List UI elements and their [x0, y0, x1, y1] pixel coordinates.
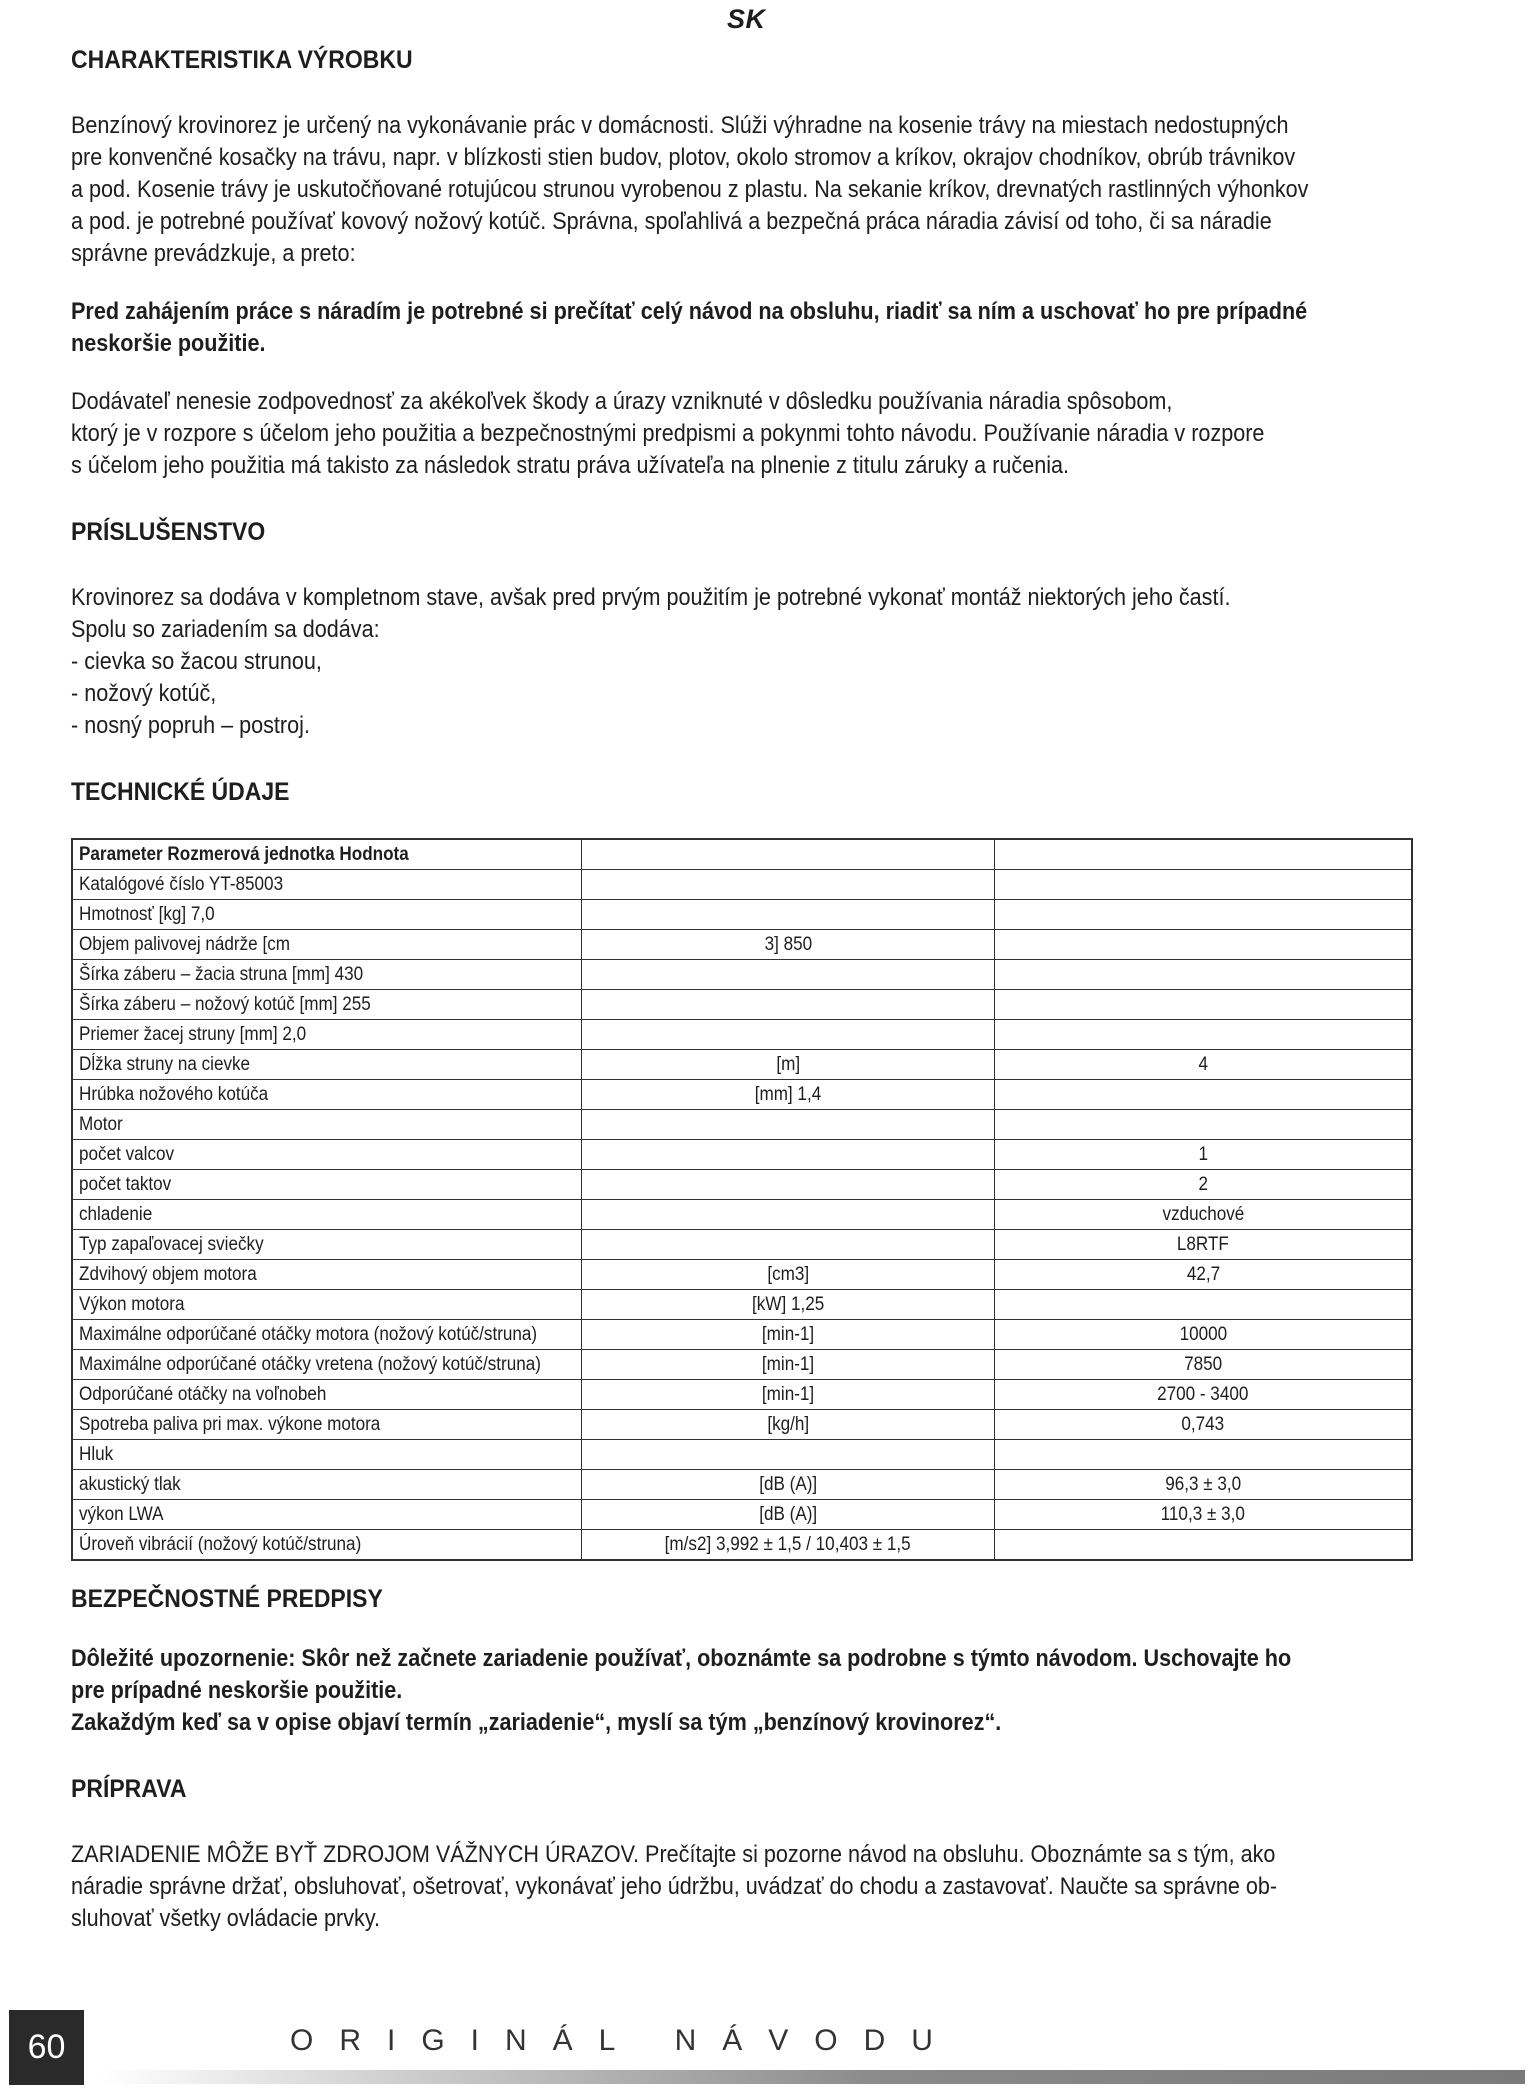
table-row [72, 990, 1412, 1020]
cell-text: chladenie [79, 1204, 153, 1225]
table-cell [995, 1410, 1413, 1440]
table-cell [995, 900, 1413, 930]
table-cell [582, 1050, 995, 1080]
table-cell [72, 1110, 582, 1140]
cell-text: 2700 - 3400 [1157, 1384, 1249, 1405]
table-cell [72, 870, 582, 900]
table-cell [995, 1440, 1413, 1470]
table-cell [995, 1080, 1413, 1110]
cell-text: 0,743 [1181, 1414, 1225, 1435]
cell-text: počet taktov [79, 1174, 172, 1195]
table-cell [72, 1470, 582, 1500]
table-cell [995, 1320, 1413, 1350]
table-cell [72, 1320, 582, 1350]
cell-text: [min-1] [761, 1354, 815, 1375]
table-cell [995, 870, 1413, 900]
table-row [72, 1200, 1412, 1230]
table-cell [72, 1230, 582, 1260]
cell-text: [min-1] [761, 1384, 815, 1405]
cell-text: Výkon motora [79, 1294, 185, 1315]
section-title-preparation: PRÍPRAVA [71, 1775, 187, 1803]
table-cell [995, 1470, 1413, 1500]
cell-text: Motor [79, 1114, 123, 1135]
page-number: 60 [9, 2010, 84, 2085]
cell-text: vzduchové [1162, 1204, 1244, 1225]
table-cell [582, 1320, 995, 1350]
table-cell [995, 1500, 1413, 1530]
table-cell [995, 1530, 1413, 1561]
table-row [72, 1440, 1412, 1470]
table-cell [995, 1020, 1413, 1050]
cell-text: [kg/h] [767, 1414, 809, 1435]
cell-text: Hmotnosť [kg] 7,0 [79, 904, 215, 925]
text-line: s účelom jeho použitia má takisto za následok stratu práva užívateľa na plnenie z titulu záruky a ručenia. [71, 452, 1070, 479]
table-cell [72, 839, 582, 870]
table-cell [582, 1110, 995, 1140]
table-cell [582, 1350, 995, 1380]
table-row [72, 1500, 1412, 1530]
preparation-paragraph [71, 1839, 1412, 1935]
table-cell [72, 930, 582, 960]
table-cell [582, 1020, 995, 1050]
table-row [72, 900, 1412, 930]
table-cell [995, 1260, 1413, 1290]
table-row [72, 1470, 1412, 1500]
cell-text: 7850 [1183, 1354, 1223, 1375]
table-cell [582, 1170, 995, 1200]
table-cell [72, 1170, 582, 1200]
table-cell [582, 839, 995, 870]
table-cell [995, 1230, 1413, 1260]
cell-text: 110,3 ± 3,0 [1160, 1504, 1246, 1525]
table-cell [72, 1440, 582, 1470]
text-line: správne prevádzkuje, a preto: [71, 240, 356, 267]
cell-text: 2 [1198, 1174, 1208, 1195]
table-cell [582, 870, 995, 900]
cell-text: 3] 850 [764, 934, 812, 955]
table-cell [995, 1050, 1413, 1080]
table-cell [72, 1500, 582, 1530]
cell-text: Katalógové číslo YT-85003 [79, 874, 284, 895]
cell-text: Objem palivovej nádrže [cm [79, 934, 290, 955]
text-line: pre konvenčné kosačky na trávu, napr. v blízkosti stien budov, plotov, okolo stromov a kríkov, okrajov chodníkov, obrúb trávnikov [71, 144, 1296, 171]
text-line: Krovinorez sa dodáva v kompletnom stave, avšak pred prvým použitím je potrebné vykonať montáž niektorých jeho častí. [71, 584, 1231, 611]
section-title-technical: TECHNICKÉ ÚDAJE [71, 778, 290, 806]
read-manual-notice [71, 296, 1412, 360]
technical-data-table [71, 838, 1413, 1561]
text-line: pre prípadné neskoršie použitie. [71, 1677, 403, 1704]
table-row [72, 1260, 1412, 1290]
table-row [72, 839, 1412, 870]
text-line: Spolu so zariadením sa dodáva: [71, 616, 380, 643]
table-cell [72, 1050, 582, 1080]
table-row [72, 1350, 1412, 1380]
table-row [72, 1230, 1412, 1260]
cell-text: Hluk [79, 1444, 114, 1465]
cell-text: 4 [1198, 1054, 1208, 1075]
cell-text: [mm] 1,4 [754, 1084, 822, 1105]
table-row [72, 1290, 1412, 1320]
text-line: Pred zahájením práce s náradím je potrebné si prečítať celý návod na obsluhu, riadiť sa ním a uschovať ho pre prípadné [71, 298, 1308, 325]
table-cell [72, 900, 582, 930]
table-row [72, 1080, 1412, 1110]
cell-text: 42,7 [1186, 1264, 1220, 1285]
table-row [72, 1410, 1412, 1440]
text-line: a pod. Kosenie trávy je uskutočňované rotujúcou strunou vyrobenou z plastu. Na sekanie kríkov, drevnatých rastlinných výhonkov [71, 176, 1309, 203]
cell-text: [cm3] [767, 1264, 809, 1285]
cell-text: Šírka záberu – nožový kotúč [mm] 255 [79, 994, 371, 1015]
table-cell [582, 1380, 995, 1410]
table-cell [995, 990, 1413, 1020]
table-cell [72, 1380, 582, 1410]
text-line: Dodávateľ nenesie zodpovednosť za akékoľvek škody a úrazy vzniknuté v dôsledku používania náradia spôsobom, [71, 388, 1173, 415]
cell-text: Maximálne odporúčané otáčky vretena (nožový kotúč/struna) [79, 1354, 541, 1375]
table-cell [582, 1440, 995, 1470]
safety-notice [71, 1643, 1412, 1739]
cell-text: [min-1] [761, 1324, 815, 1345]
table-row [72, 1050, 1412, 1080]
table-cell [995, 1200, 1413, 1230]
table-cell [72, 1410, 582, 1440]
table-cell [582, 1080, 995, 1110]
cell-text: [kW] 1,25 [751, 1294, 825, 1315]
text-line: Zakaždým keď sa v opise objaví termín „zariadenie“, myslí sa tým „benzínový krovinorez“. [71, 1709, 1002, 1736]
text-line: a pod. je potrebné používať kovový nožový kotúč. Správna, spoľahlivá a bezpečná práca náradia závisí od toho, či sa náradie [71, 208, 1272, 235]
list-item: - nožový kotúč, [71, 680, 217, 707]
cell-text: Úroveň vibrácií (nožový kotúč/struna) [79, 1534, 362, 1555]
section-title-safety: BEZPEČNOSTNÉ PREDPISY [71, 1585, 383, 1613]
table-cell [72, 990, 582, 1020]
table-cell [72, 1020, 582, 1050]
table-row [72, 1110, 1412, 1140]
table-row [72, 960, 1412, 990]
table-cell [582, 1200, 995, 1230]
text-line: ktorý je v rozpore s účelom jeho použitia a bezpečnostnými predpismi a pokynmi tohto návodu. Používanie náradia v rozpore [71, 420, 1265, 447]
cell-text: Maximálne odporúčané otáčky motora (nožový kotúč/struna) [79, 1324, 538, 1345]
footer-gradient-bar [100, 2070, 1525, 2084]
table-row [72, 1140, 1412, 1170]
table-cell [582, 1140, 995, 1170]
table-cell [72, 1350, 582, 1380]
accessories-list [71, 582, 1412, 742]
cell-text: Dĺžka struny na cievke [79, 1054, 251, 1075]
list-item: - cievka so žacou strunou, [71, 648, 322, 675]
table-cell [72, 960, 582, 990]
table-row [72, 870, 1412, 900]
table-cell [582, 1230, 995, 1260]
cell-text: Spotreba paliva pri max. výkone motora [79, 1414, 381, 1435]
section-title-accessories: PRÍSLUŠENSTVO [71, 518, 266, 546]
list-item: - nosný popruh – postroj. [71, 712, 310, 739]
table-row [72, 1170, 1412, 1200]
cell-text: [m] [776, 1054, 800, 1075]
table-cell [582, 960, 995, 990]
cell-text: Hrúbka nožového kotúča [79, 1084, 269, 1105]
table-cell [995, 960, 1413, 990]
language-code: SK [727, 4, 766, 34]
cell-text: akustický tlak [79, 1474, 181, 1495]
liability-paragraph [71, 386, 1412, 482]
text-line: Dôležité upozornenie: Skôr než začnete zariadenie používať, oboznámte sa podrobne s týmto návodom. Uschovajte ho [71, 1645, 1292, 1672]
table-cell [995, 1290, 1413, 1320]
table-cell [995, 839, 1413, 870]
characteristics-paragraph [71, 110, 1412, 270]
page-content [71, 44, 1411, 1935]
table-cell [582, 990, 995, 1020]
table-cell [995, 930, 1413, 960]
cell-text: 1 [1198, 1144, 1208, 1165]
table-cell [72, 1200, 582, 1230]
table-cell [582, 930, 995, 960]
table-cell [995, 1110, 1413, 1140]
text-line: náradie správne držať, obsluhovať, ošetrovať, vykonávať jeho údržbu, uvádzať do chodu a zastavovať. Naučte sa správne ob- [71, 1873, 1278, 1900]
cell-text: Typ zapaľovacej sviečky [79, 1234, 264, 1255]
table-cell [582, 1470, 995, 1500]
table-row [72, 1320, 1412, 1350]
table-row [72, 1530, 1412, 1561]
table-cell [582, 900, 995, 930]
table-cell [582, 1530, 995, 1561]
cell-text: 10000 [1179, 1324, 1227, 1345]
text-line: neskoršie použitie. [71, 330, 266, 357]
footer-title: ORIGINÁL NÁVODU [290, 2024, 959, 2057]
cell-text: počet valcov [79, 1144, 175, 1165]
cell-text: [m/s2] 3,992 ± 1,5 / 10,403 ± 1,5 [665, 1534, 911, 1555]
table-cell [72, 1260, 582, 1290]
table-cell [995, 1350, 1413, 1380]
cell-text: výkon LWA [79, 1504, 164, 1525]
table-cell [995, 1380, 1413, 1410]
table-cell [72, 1530, 582, 1561]
table-cell [582, 1500, 995, 1530]
cell-text: [dB (A)] [759, 1504, 817, 1525]
table-row [72, 930, 1412, 960]
cell-text: Priemer žacej struny [mm] 2,0 [79, 1024, 307, 1045]
table-cell [995, 1170, 1413, 1200]
table-cell [582, 1290, 995, 1320]
table-cell [72, 1080, 582, 1110]
cell-text: Parameter Rozmerová jednotka Hodnota [79, 844, 409, 865]
section-title-characteristics: CHARAKTERISTIKA VÝROBKU [71, 46, 413, 74]
cell-text: [dB (A)] [759, 1474, 817, 1495]
cell-text: Zdvihový objem motora [79, 1264, 257, 1285]
text-line: Benzínový krovinorez je určený na vykonávanie prác v domácnosti. Slúži výhradne na kosenie trávy na miestach nedostupných [71, 112, 1289, 139]
text-line: sluhovať všetky ovládacie prvky. [71, 1905, 381, 1932]
table-cell [582, 1410, 995, 1440]
table-cell [72, 1140, 582, 1170]
table-cell [72, 1290, 582, 1320]
cell-text: 96,3 ± 3,0 [1165, 1474, 1241, 1495]
table-cell [995, 1140, 1413, 1170]
table-cell [582, 1260, 995, 1290]
text-line: ZARIADENIE MÔŽE BYŤ ZDROJOM VÁŽNYCH ÚRAZOV. Prečítajte si pozorne návod na obsluhu. Oboznámte sa s tým, ako [71, 1841, 1276, 1868]
table-row [72, 1020, 1412, 1050]
cell-text: Odporúčané otáčky na voľnobeh [79, 1384, 327, 1405]
cell-text: Šírka záberu – žacia struna [mm] 430 [79, 964, 364, 985]
cell-text: L8RTF [1177, 1234, 1229, 1255]
table-row [72, 1380, 1412, 1410]
